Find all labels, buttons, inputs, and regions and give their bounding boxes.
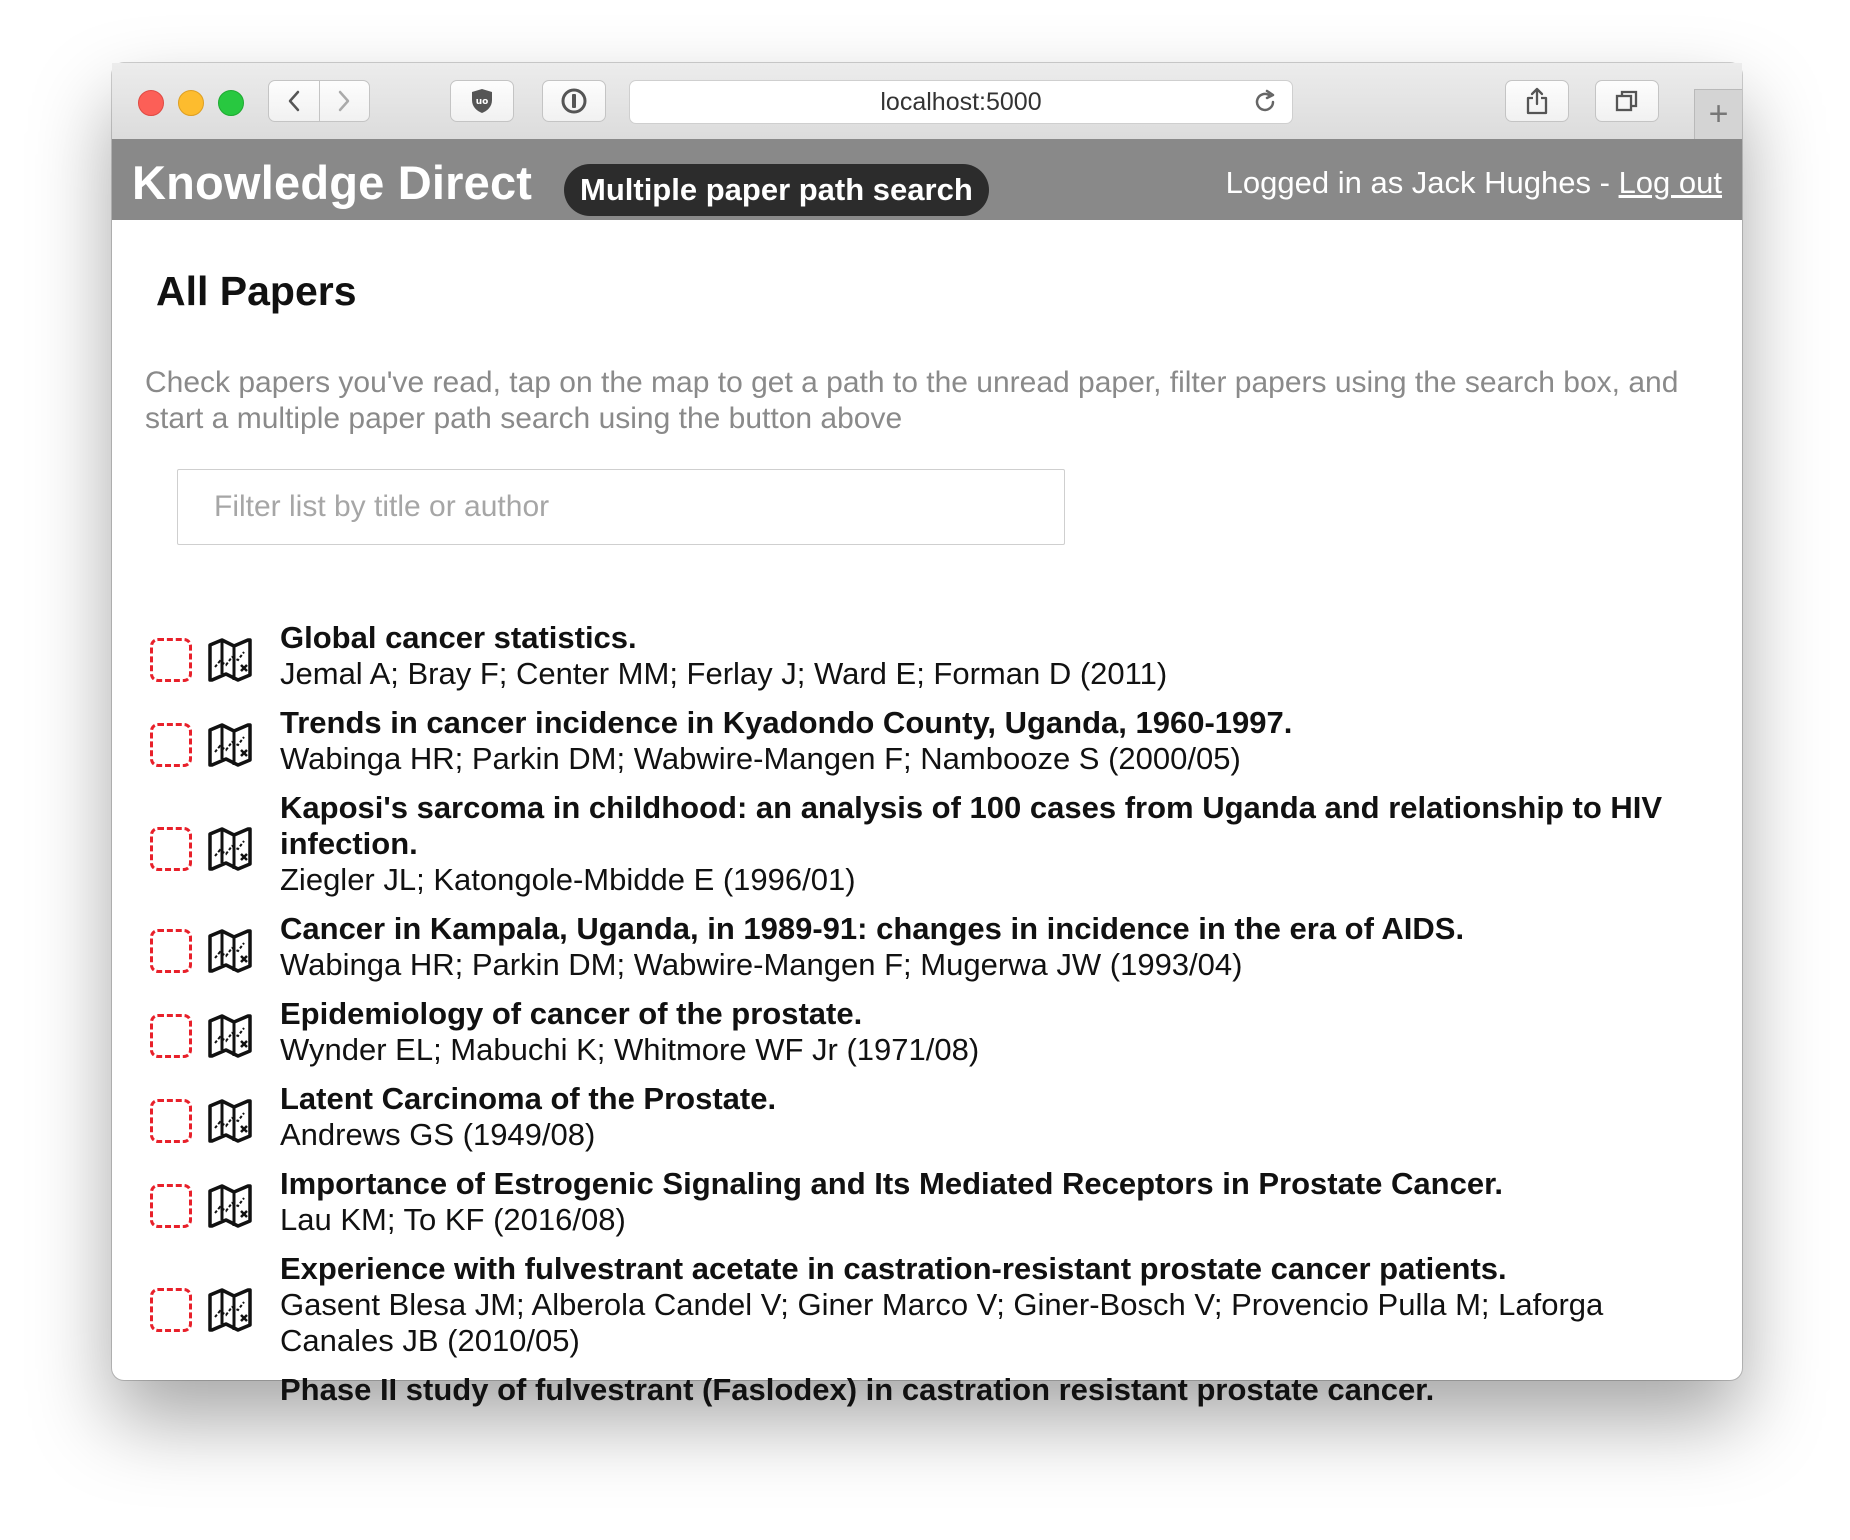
paper-title[interactable]: Latent Carcinoma of the Prostate. [280, 1081, 777, 1116]
minimize-window-button[interactable] [178, 90, 204, 116]
read-checkbox[interactable] [150, 1184, 192, 1228]
back-button[interactable] [269, 81, 319, 121]
map-icon[interactable] [206, 1287, 254, 1333]
paper-title[interactable]: Kaposi's sarcoma in childhood: an analysis of 100 cases from Uganda and relationship to HIV infection. [280, 790, 1663, 861]
paper-text [280, 996, 1720, 1068]
paper-text [280, 705, 1720, 777]
history-nav [268, 80, 370, 122]
paper-authors: Ziegler JL; Katongole-Mbidde E (1996/01) [280, 862, 856, 897]
browser-window [112, 63, 1742, 1407]
app-header [112, 139, 1742, 220]
paper-title[interactable]: Epidemiology of cancer of the prostate. [280, 996, 863, 1031]
paper-authors: Wynder EL; Mabuchi K; Whitmore WF Jr (1971/08) [280, 1032, 980, 1067]
paper-text [280, 1166, 1720, 1238]
tab-overview-button[interactable] [1595, 80, 1659, 122]
read-checkbox[interactable] [150, 638, 192, 682]
paper-authors: Wabinga HR; Parkin DM; Wabwire-Mangen F; Nambooze S (2000/05) [280, 741, 1241, 776]
paper-authors: Andrews GS (1949/08) [280, 1117, 596, 1152]
paper-text [280, 1251, 1720, 1359]
tabs-icon [1614, 88, 1640, 114]
multiple-path-search-button[interactable]: Multiple paper path search [564, 164, 989, 216]
paper-title[interactable]: Cancer in Kampala, Uganda, in 1989-91: changes in incidence in the era of AIDS. [280, 911, 1465, 946]
read-checkbox[interactable] [150, 723, 192, 767]
paper-title[interactable]: Trends in cancer incidence in Kyadondo County, Uganda, 1960-1997. [280, 705, 1293, 740]
paper-authors: Lau KM; To KF (2016/08) [280, 1202, 626, 1237]
user-info [1226, 165, 1722, 201]
paper-text [280, 620, 1720, 692]
read-checkbox[interactable] [150, 1288, 192, 1332]
read-checkbox[interactable] [150, 1014, 192, 1058]
map-icon[interactable] [206, 1183, 254, 1229]
paper-authors: Wabinga HR; Parkin DM; Wabwire-Mangen F; Mugerwa JW (1993/04) [280, 947, 1243, 982]
read-checkbox[interactable] [150, 1099, 192, 1143]
paper-title[interactable]: Experience with fulvestrant acetate in castration-resistant prostate cancer patients. [280, 1251, 1507, 1286]
instructions-text: Check papers you've read, tap on the map to get a path to the unread paper, filter papers using the search box, and start a multiple paper path search using the button above [145, 366, 1679, 435]
shield-icon [469, 87, 495, 115]
read-checkbox[interactable] [150, 827, 192, 871]
map-icon[interactable] [206, 1098, 254, 1144]
paper-text [280, 790, 1720, 898]
chevron-right-icon [336, 89, 352, 113]
map-icon[interactable] [206, 637, 254, 683]
paper-title[interactable]: Importance of Estrogenic Signaling and Its Mediated Receptors in Prostate Cancer. [280, 1166, 1504, 1201]
read-checkbox[interactable] [150, 929, 192, 973]
browser-toolbar [112, 63, 1742, 140]
address-bar[interactable] [629, 80, 1293, 124]
ublock-extension-button[interactable] [450, 80, 514, 122]
new-tab-button[interactable] [1694, 89, 1742, 139]
filter-input[interactable] [177, 469, 1065, 545]
paper-text [280, 1081, 1720, 1153]
zoom-window-button[interactable] [218, 90, 244, 116]
share-icon [1524, 86, 1550, 116]
map-icon[interactable] [206, 1013, 254, 1059]
page-title: All Papers [156, 268, 357, 314]
password-extension-button[interactable] [542, 80, 606, 122]
svg-text:uo: uo [475, 97, 489, 107]
main-content [112, 220, 1742, 1407]
key-circle-icon [560, 87, 588, 115]
plus-icon: + [1708, 95, 1729, 133]
logout-link[interactable]: Log out [1618, 165, 1722, 200]
forward-button[interactable] [319, 81, 370, 121]
address-url: localhost:5000 [880, 87, 1042, 116]
paper-text [280, 1372, 1720, 1408]
logged-in-text: Logged in as Jack Hughes - [1225, 165, 1619, 200]
share-button[interactable] [1505, 80, 1569, 122]
reload-icon[interactable] [1252, 89, 1278, 115]
paper-authors: Gasent Blesa JM; Alberola Candel V; Giner Marco V; Giner-Bosch V; Provencio Pulla M; Laforga Canales JB (2010/05) [280, 1287, 1604, 1358]
paper-text [280, 911, 1720, 983]
map-icon[interactable] [206, 826, 254, 872]
paper-title[interactable]: Global cancer statistics. [280, 620, 637, 655]
map-icon[interactable] [206, 722, 254, 768]
brand-title[interactable]: Knowledge Direct [132, 156, 533, 209]
map-icon[interactable] [206, 928, 254, 974]
paper-title[interactable]: Phase II study of fulvestrant (Faslodex) in castration resistant prostate cancer. [280, 1372, 1435, 1407]
close-window-button[interactable] [138, 90, 164, 116]
paper-authors: Jemal A; Bray F; Center MM; Ferlay J; Ward E; Forman D (2011) [280, 656, 1168, 691]
chevron-left-icon [286, 89, 302, 113]
